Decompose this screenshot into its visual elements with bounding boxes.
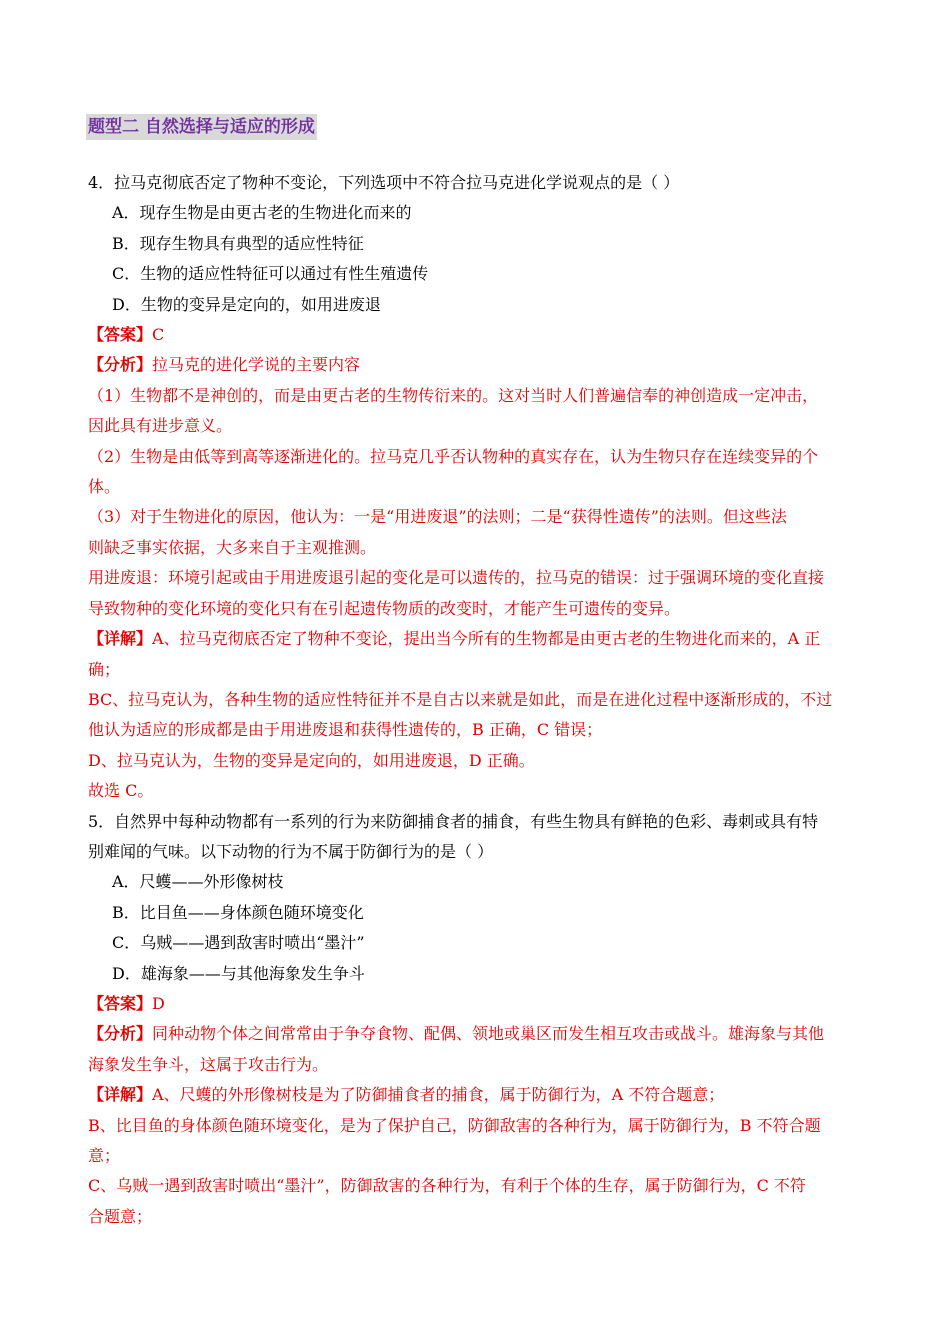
q4-detail <box>88 624 864 654</box>
q4-detail-line: D、拉马克认为，生物的变异是定向的，如用进废退，D 正确。 <box>88 750 535 770</box>
document-body <box>88 168 864 1232</box>
q4-analysis-line: 用进废退：环境引起或由于用进废退引起的变化是可以遗传的，拉马克的错误：过于强调环境的变化直接 <box>88 568 825 588</box>
q4-stem: 4．拉马克彻底否定了物种不变论，下列选项中不符合拉马克进化学说观点的是（ ） <box>88 173 680 192</box>
detail-text: A、拉马克彻底否定了物种不变论，提出当今所有的生物都是由更古老的生物进化而来的，A 正 <box>152 629 821 649</box>
q5-option-b: B．比目鱼——身体颜色随环境变化 <box>112 902 364 922</box>
q5-detail-line: 合题意； <box>88 1206 153 1226</box>
q5-stem: 别难闻的气味。以下动物的行为不属于防御行为的是（ ） <box>88 841 494 861</box>
analysis-text: 同种动物个体之间常常由于争夺食物、配偶、领地或巢区而发生相互攻击或战斗。雄海象与其他 <box>152 1024 825 1044</box>
q4-analysis-line: 体。 <box>88 477 121 497</box>
q4-option-b: B．现存生物具有典型的适应性特征 <box>112 233 364 253</box>
analysis-tag: 【分析】 <box>88 355 153 375</box>
detail-tag: 【详解】 <box>88 629 153 649</box>
q5-analysis-line: 海象发生争斗，这属于攻击行为。 <box>88 1054 329 1074</box>
q5-detail-line: C、乌贼一遇到敌害时喷出“墨汁”，防御敌害的各种行为，有利于个体的生存，属于防御行为，C 不符 <box>88 1176 806 1196</box>
q4-option-d: D．生物的变异是定向的，如用进废退 <box>112 294 381 314</box>
q5-answer <box>88 989 864 1019</box>
q5-detail-line: 意； <box>88 1146 121 1165</box>
q4-detail-line: BC、拉马克认为，各种生物的适应性特征并不是自古以来就是如此，而是在进化过程中逐渐形成的，不过 <box>88 689 833 709</box>
q4-option-c: C．生物的适应性特征可以通过有性生殖遗传 <box>112 264 429 284</box>
q4-detail-line: 确； <box>88 659 121 679</box>
answer-value: C <box>152 325 165 345</box>
q4-analysis <box>88 350 864 380</box>
q4-analysis-line: 导致物种的变化环境的变化只有在引起遗传物质的改变时，才能产生可遗传的变异。 <box>88 598 681 618</box>
answer-value: D <box>152 993 165 1013</box>
q4-analysis-line: 则缺乏事实依据，大多来自于主观推测。 <box>88 537 377 557</box>
q5-analysis <box>88 1019 864 1049</box>
analysis-title: 拉马克的进化学说的主要内容 <box>152 355 361 375</box>
q5-detail-line: B、比目鱼的身体颜色随环境变化，是为了保护自己，防御敌害的各种行为，属于防御行为，B 不符合题 <box>88 1115 821 1135</box>
q4-detail-line: 故选 C。 <box>88 781 154 801</box>
q4-option-a: A．现存生物是由更古老的生物进化而来的 <box>112 203 412 223</box>
q4-detail-line: 他认为适应的形成都是由于用进废退和获得性遗传的，B 正确，C 错误； <box>88 720 603 740</box>
answer-tag: 【答案】 <box>88 993 153 1013</box>
q5-option-d: D．雄海象——与其他海象发生争斗 <box>112 963 365 983</box>
q5-detail <box>88 1080 864 1110</box>
q4-analysis-line: （2）生物是由低等到高等逐渐进化的。拉马克几乎否认物种的真实存在，认为生物只存在连续变异的个 <box>88 446 819 466</box>
q5-option-c: C．乌贼——遇到敌害时喷出“墨汁” <box>112 933 365 953</box>
q4-analysis-line: （1）生物都不是神创的，而是由更古老的生物传衍来的。这对当时人们普遍信奉的神创造成一定冲击， <box>88 385 819 405</box>
analysis-tag: 【分析】 <box>88 1024 153 1044</box>
answer-tag: 【答案】 <box>88 325 153 345</box>
detail-tag: 【详解】 <box>88 1085 153 1105</box>
q4-analysis-line: （3）对于生物进化的原因，他认为：一是“用进废退”的法则；二是“获得性遗传”的法则。但这些法 <box>88 507 787 527</box>
q5-option-a: A．尺蠖——外形像树枝 <box>112 872 284 892</box>
q4-analysis-line: 因此具有进步意义。 <box>88 416 233 436</box>
q5-stem: 5．自然界中每种动物都有一系列的行为来防御捕食者的捕食，有些生物具有鲜艳的色彩、毒刺或具有特 <box>88 811 819 831</box>
detail-text: A、尺蠖的外形像树枝是为了防御捕食者的捕食，属于防御行为，A 不符合题意； <box>152 1085 725 1105</box>
q4-answer <box>88 320 864 350</box>
section-title: 题型二 自然选择与适应的形成 <box>86 114 317 140</box>
